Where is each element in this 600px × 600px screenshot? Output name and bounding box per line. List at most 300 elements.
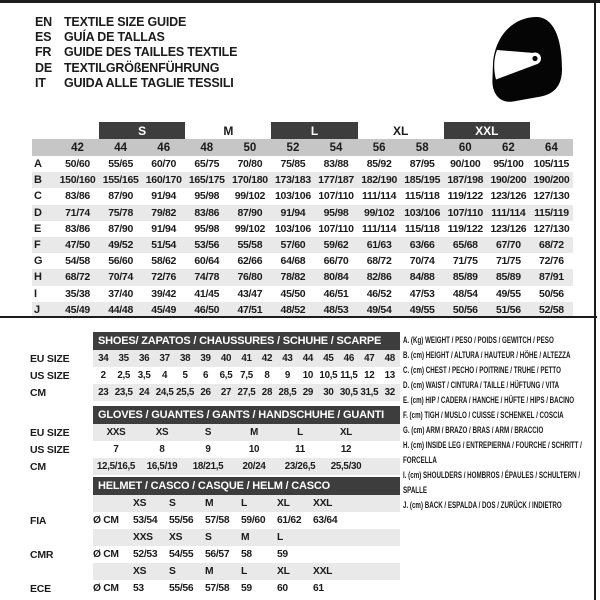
language-code: FR [35, 45, 52, 60]
size-cell: 51/56 [495, 303, 521, 316]
size-cell: 20/24 [242, 461, 266, 472]
helmet-size-cell: M [205, 498, 214, 509]
size-cell: 105/115 [533, 158, 570, 171]
row-letter: H [34, 271, 42, 284]
size-cell: 82/86 [366, 271, 392, 284]
size-cell: 91/94 [280, 206, 306, 219]
size-cell: 68/72 [65, 271, 90, 284]
textile-size-table [32, 122, 573, 318]
table-row [30, 495, 400, 512]
size-cell: 119/122 [447, 222, 483, 235]
size-cell: 47 [364, 353, 375, 364]
helmet-size-cell: S [169, 566, 176, 577]
size-cell: 87/90 [108, 222, 133, 235]
size-group-header-row [32, 122, 573, 139]
size-group-s: S [99, 122, 185, 139]
legend-item: J. (cm) BACK / ESPALDA / DOS / ZURÜCK / INDIETRO [403, 500, 562, 510]
table-row [30, 384, 400, 401]
size-cell: 95/98 [194, 190, 220, 203]
size-cell: 7 [113, 444, 119, 455]
helmet-value-cell: 54/55 [169, 549, 194, 560]
size-cell: 190/200 [490, 174, 527, 187]
guide-title: GUIDE DES TAILLES TEXTILE [64, 45, 238, 60]
size-cell: 74/78 [194, 271, 220, 284]
row-cells [93, 563, 400, 580]
size-cell: 16,5/19 [146, 461, 178, 472]
size-cell: 187/198 [447, 174, 484, 187]
size-cell: 65/68 [452, 239, 478, 252]
table-row [32, 188, 573, 204]
size-cell: 49/55 [409, 303, 435, 316]
size-cell: 68/72 [539, 239, 564, 252]
size-cell: 42 [261, 353, 273, 364]
guide-title: TEXTILGRÖßENFÜHRUNG [64, 60, 220, 75]
row-cells [93, 441, 400, 458]
row-letter: I [34, 287, 38, 300]
size-cell: 24,5 [155, 387, 174, 398]
size-header-cell: 42 [71, 141, 84, 154]
size-cell: 23,5 [114, 387, 133, 398]
size-cell: 49/54 [366, 303, 392, 316]
size-cell: 25,5/30 [330, 461, 362, 472]
language-code: EN [35, 14, 52, 29]
size-cell: 46/51 [323, 287, 349, 300]
size-cell: 37/40 [108, 287, 133, 300]
guide-title: GUÍA DE TALLAS [64, 29, 165, 44]
size-cell: 9 [205, 444, 211, 455]
size-cell: 59/62 [323, 239, 349, 252]
helmet-value-cell: 60 [277, 583, 288, 594]
measurement-legend [403, 333, 596, 513]
table-row [30, 580, 400, 597]
size-cell: 10,5 [319, 370, 338, 381]
guide-title: GUIDA ALLE TAGLIE TESSILI [64, 75, 234, 90]
legend-item: E. (cm) HIP / CADERA / HANCHE / HÜFTE / HIPS / BACINO [403, 395, 575, 405]
size-cell: 53/56 [194, 239, 220, 252]
row-label: CM [30, 386, 46, 399]
table-row [30, 367, 400, 384]
size-cell: 58/62 [151, 255, 177, 268]
size-cell: 6,5 [219, 370, 233, 381]
size-cell: 45 [323, 353, 334, 364]
size-cell: 127/130 [533, 222, 570, 235]
language-row [35, 14, 237, 29]
helmet-size-cell: XS [133, 498, 147, 509]
size-cell: 87/90 [108, 190, 133, 203]
size-cell: 65/75 [194, 158, 220, 171]
size-header-cell: 56 [372, 141, 386, 154]
size-cell: 71/75 [452, 255, 478, 268]
row-label-spacer [30, 529, 93, 546]
size-cell: 35/38 [65, 287, 90, 300]
size-cell: 60/70 [151, 158, 177, 171]
size-cell: 66/70 [323, 255, 349, 268]
size-cell: 26 [200, 387, 211, 398]
helmet-value-cell: 53/54 [133, 515, 158, 526]
size-cell: 150/160 [59, 174, 96, 187]
table-row [32, 253, 573, 269]
size-cell: 182/190 [361, 174, 398, 187]
size-cell: 39/42 [151, 287, 177, 300]
guide-title: TEXTILE SIZE GUIDE [64, 14, 187, 29]
size-cell: 103/106 [275, 190, 311, 203]
size-cell: 99/102 [234, 190, 266, 203]
helmet-size-cell: XL [277, 498, 290, 509]
shoes-rows [30, 350, 400, 401]
size-cell: 71/75 [495, 255, 521, 268]
size-cell: 30 [323, 387, 334, 398]
size-cell: 50/56 [539, 287, 564, 300]
row-letter: D [34, 206, 42, 219]
helmet-value-cell: 57/58 [205, 515, 230, 526]
size-cell: 3,5 [137, 370, 151, 381]
helmet-size-cell: L [277, 532, 283, 543]
row-letter: J [34, 303, 41, 316]
size-cell: 75/78 [108, 206, 133, 219]
racing-helmet-icon [488, 16, 564, 104]
size-cell: 2 [100, 370, 106, 381]
table-row [30, 563, 400, 580]
size-cell: 55/58 [237, 239, 263, 252]
row-cells [93, 367, 400, 384]
row-label: US SIZE [30, 369, 70, 382]
size-header-cell: 52 [286, 141, 300, 154]
table-row [30, 458, 400, 475]
size-cell: 39 [200, 353, 211, 364]
size-cell: 47/53 [409, 287, 435, 300]
size-cell: 11 [295, 444, 305, 455]
size-cell: 123/126 [490, 222, 527, 235]
size-cell: 91/94 [151, 222, 177, 235]
language-code: IT [35, 75, 46, 90]
size-group-m: M [223, 123, 234, 138]
size-cell: 54/58 [65, 255, 90, 268]
size-cell: 31,5 [360, 387, 379, 398]
size-cell: 12,5/16,5 [96, 461, 136, 472]
size-cell: 70/74 [108, 271, 133, 284]
standard-label: CMR [30, 548, 54, 561]
row-cells [93, 384, 400, 401]
row-cells [93, 350, 400, 367]
size-cell: 23/26,5 [284, 461, 316, 472]
size-cell: 87/95 [409, 158, 435, 171]
size-cell: 38 [179, 353, 191, 364]
helmet-value-cell: 59 [277, 549, 288, 560]
gloves-size-table [30, 406, 400, 475]
size-cell: 62/66 [237, 255, 263, 268]
row-letter: E [34, 222, 42, 235]
helmet-size-table [30, 477, 400, 597]
size-cell: 99/102 [363, 206, 395, 219]
size-cell: 71/74 [65, 206, 90, 219]
language-row [35, 45, 237, 60]
size-cell: 107/110 [447, 206, 483, 219]
size-cell: 165/175 [188, 174, 225, 187]
size-cell: 28,5 [278, 387, 297, 398]
size-cell: 37 [159, 353, 170, 364]
row-cells [93, 512, 400, 529]
size-group-l: L [271, 122, 357, 139]
table-row [30, 529, 400, 546]
size-cell: 127/130 [533, 190, 570, 203]
size-cell: 40 [220, 353, 232, 364]
size-cell: 111/114 [362, 222, 397, 235]
helmet-value-cell: 61 [313, 583, 324, 594]
legend-item: B. (cm) HEIGHT / ALTURA / HAUTEUR / HÖHE / ALTEZZA [403, 350, 571, 360]
size-cell: 4 [162, 370, 168, 381]
size-cell: 111/114 [491, 206, 526, 219]
row-cells [93, 458, 400, 475]
size-cell: 48 [384, 353, 395, 364]
table-row [32, 269, 573, 285]
size-cell: 7,5 [240, 370, 253, 381]
size-cell: 5 [182, 370, 188, 381]
measurement-rows [32, 156, 573, 318]
size-cell: XXS [106, 427, 126, 438]
size-cell: 41 [241, 353, 252, 364]
size-cell: 72/76 [151, 271, 177, 284]
size-cell: 45/49 [65, 303, 90, 316]
helmet-rows [30, 495, 400, 597]
legend-item: G. (cm) ARM / BRAZO / BRAS / ARM / BRACCIO [403, 425, 544, 435]
numeric-size-header-row [32, 139, 573, 156]
standard-label: ECE [30, 582, 51, 595]
size-cell: 78/82 [280, 271, 306, 284]
size-cell: 46/52 [366, 287, 392, 300]
helmet-size-cell: L [241, 566, 247, 577]
size-cell: 85/89 [452, 271, 478, 284]
size-cell: 95/100 [493, 158, 524, 171]
helmet-table-title: HELMET / CASCO / CASQUE / HELM / CASCO [93, 477, 400, 495]
size-group-xl: XL [392, 123, 409, 138]
size-cell: 45/50 [280, 287, 306, 300]
size-cell: 43 [282, 353, 293, 364]
size-cell: 111/114 [362, 190, 397, 203]
size-cell: 83/86 [194, 206, 220, 219]
size-cell: S [204, 427, 212, 438]
size-cell: 115/118 [404, 222, 440, 235]
row-label: EU SIZE [30, 352, 70, 365]
size-cell: 72/76 [539, 255, 564, 268]
size-header-cell: 48 [200, 141, 214, 154]
size-cell: 50/60 [65, 158, 90, 171]
row-letter: C [34, 190, 42, 203]
helmet-size-cell: XXS [133, 532, 153, 543]
size-cell: 99/102 [234, 222, 266, 235]
helmet-value-cell: 58 [241, 549, 252, 560]
size-cell: 115/119 [534, 206, 569, 219]
size-cell: 45/49 [151, 303, 177, 316]
size-cell: 23 [98, 387, 109, 398]
helmet-size-cell: XXL [313, 498, 333, 509]
legend-item: D. (cm) WAIST / CINTURA / TAILLE / HÜFTUNG / VITA [403, 380, 560, 390]
size-header-cell: 46 [157, 141, 171, 154]
legend-item: I. (cm) SHOULDERS / HOMBROS / ÉPAULES / SCHULTERN / SPALLE [403, 470, 581, 495]
shoes-table-title: SHOES/ ZAPATOS / CHAUSSURES / SCHUHE / SCARPE [93, 332, 400, 350]
size-cell: 51/54 [151, 239, 177, 252]
size-cell: 47/51 [237, 303, 263, 316]
helmet-size-cell: XS [169, 532, 183, 543]
row-letter: F [34, 239, 41, 252]
row-cells [93, 546, 400, 563]
gloves-table-title: GLOVES / GUANTES / GANTS / HANDSCHUHE / GUANTI [93, 406, 400, 424]
size-cell: 36 [139, 353, 150, 364]
size-cell: 91/94 [151, 190, 177, 203]
size-cell: 57/60 [280, 239, 306, 252]
size-cell: 63/66 [409, 239, 435, 252]
size-header-cell: 44 [114, 141, 128, 154]
size-cell: 75/85 [280, 158, 306, 171]
size-cell: 32 [384, 387, 395, 398]
row-letter: G [34, 255, 43, 268]
size-cell: 107/110 [318, 190, 354, 203]
size-cell: 41/45 [194, 287, 220, 300]
size-cell: 50/56 [452, 303, 478, 316]
size-cell: 190/200 [533, 174, 570, 187]
size-cell: 103/106 [275, 222, 311, 235]
size-cell: L [297, 427, 303, 438]
size-cell: 55/65 [108, 158, 133, 171]
helmet-size-cell: M [205, 566, 214, 577]
helmet-size-cell: M [241, 532, 250, 543]
language-row [35, 75, 237, 90]
standard-label: FIA [30, 514, 47, 527]
size-cell: 25,5 [176, 387, 195, 398]
size-cell: M [250, 427, 258, 438]
table-row [30, 512, 400, 529]
size-cell: 10 [302, 370, 314, 381]
size-cell: 6 [202, 370, 209, 381]
size-cell: 10 [248, 444, 260, 455]
size-cell: 12 [364, 370, 375, 381]
diameter-label: Ø CM [93, 583, 119, 594]
table-row [30, 350, 400, 367]
size-cell: 48/53 [323, 303, 349, 316]
size-cell: 49/55 [495, 287, 521, 300]
table-row [32, 172, 573, 188]
size-cell: 177/187 [318, 174, 354, 187]
size-cell: XS [155, 427, 169, 438]
size-header-cell: 58 [415, 141, 429, 154]
size-cell: 87/90 [237, 206, 263, 219]
section-divider-line [0, 316, 597, 318]
table-row [32, 205, 573, 221]
size-header-cell: 62 [501, 141, 515, 154]
row-label: US SIZE [30, 443, 70, 456]
size-cell: 29 [302, 387, 314, 398]
size-cell: 61/63 [366, 239, 392, 252]
diameter-label: Ø CM [93, 549, 119, 560]
helmet-value-cell: 57/58 [205, 583, 230, 594]
helmet-value-cell: 59/60 [241, 515, 266, 526]
table-row [30, 441, 400, 458]
helmet-size-cell: S [205, 532, 212, 543]
row-cells [93, 495, 400, 512]
size-cell: 46/50 [194, 303, 220, 316]
legend-item: H. (cm) INSIDE LEG / ENTREPIERNA / FOURCHE / SCHRITT / FORCELLA [403, 440, 582, 465]
size-cell: 44/48 [108, 303, 133, 316]
size-cell: 155/165 [102, 174, 139, 187]
size-cell: 27,5 [237, 387, 256, 398]
size-cell: 9 [284, 370, 290, 381]
size-cell: 35 [118, 353, 129, 364]
size-cell: 43/47 [237, 287, 263, 300]
size-cell: 44 [302, 353, 314, 364]
size-cell: 2,5 [117, 370, 131, 381]
size-cell: 160/170 [145, 174, 182, 187]
helmet-size-cell: XL [277, 566, 290, 577]
helmet-value-cell: 59 [241, 583, 252, 594]
helmet-value-cell: 53 [133, 583, 144, 594]
size-cell: 46 [343, 353, 354, 364]
row-cells [93, 580, 400, 597]
top-border-line [0, 0, 600, 3]
size-cell: 123/126 [490, 190, 527, 203]
size-cell: 52/58 [539, 303, 564, 316]
size-header-cell: 60 [458, 141, 472, 154]
size-cell: 85/89 [495, 271, 521, 284]
table-row [32, 221, 573, 237]
language-title-list [35, 14, 237, 90]
table-row [32, 237, 573, 253]
size-cell: 83/86 [65, 190, 90, 203]
size-cell: 34 [98, 353, 109, 364]
helmet-size-cell: XXL [313, 566, 333, 577]
size-cell: 83/88 [323, 158, 349, 171]
size-cell: 11,5 [340, 370, 358, 381]
gloves-rows [30, 424, 400, 475]
size-cell: 60/64 [194, 255, 220, 268]
size-cell: 68/72 [366, 255, 392, 268]
size-cell: 67/70 [495, 239, 521, 252]
size-cell: 76/80 [237, 271, 263, 284]
size-cell: 80/84 [323, 271, 349, 284]
size-cell: 28 [261, 387, 273, 398]
row-cells [93, 529, 400, 546]
legend-item: A. (Kg) WEIGHT / PESO / POIDS / GEWITCH / PESO [403, 335, 554, 345]
size-cell: 64/68 [280, 255, 306, 268]
size-cell: 8 [159, 444, 165, 455]
size-cell: 185/195 [404, 174, 441, 187]
size-cell: 119/122 [447, 190, 483, 203]
row-label-spacer [30, 495, 93, 512]
size-cell: 95/98 [194, 222, 220, 235]
size-group-xxl: XXL [444, 122, 530, 139]
helmet-value-cell: 52/53 [133, 549, 158, 560]
size-header-cell: 54 [329, 141, 343, 154]
legend-item: F. (cm) TIGH / MUSLO / CUISSE / SCHENKEL / COSCIA [403, 410, 564, 420]
size-cell: 85/92 [366, 158, 392, 171]
diameter-label: Ø CM [93, 515, 119, 526]
size-cell: 47/50 [65, 239, 90, 252]
helmet-value-cell: 63/64 [313, 515, 338, 526]
size-cell: 24 [139, 387, 150, 398]
table-row [30, 546, 400, 563]
row-label-spacer [30, 563, 93, 580]
language-code: ES [35, 29, 52, 44]
helmet-value-cell: 55/56 [169, 583, 194, 594]
helmet-size-cell: S [169, 498, 176, 509]
size-cell: 70/74 [409, 255, 435, 268]
language-row [35, 29, 237, 44]
language-code: DE [35, 60, 52, 75]
size-cell: 18/21,5 [192, 461, 224, 472]
size-cell: 48/52 [280, 303, 306, 316]
size-cell: 84/88 [409, 271, 435, 284]
size-cell: 170/180 [231, 174, 268, 187]
row-label: CM [30, 460, 46, 473]
size-cell: 13 [384, 370, 395, 381]
